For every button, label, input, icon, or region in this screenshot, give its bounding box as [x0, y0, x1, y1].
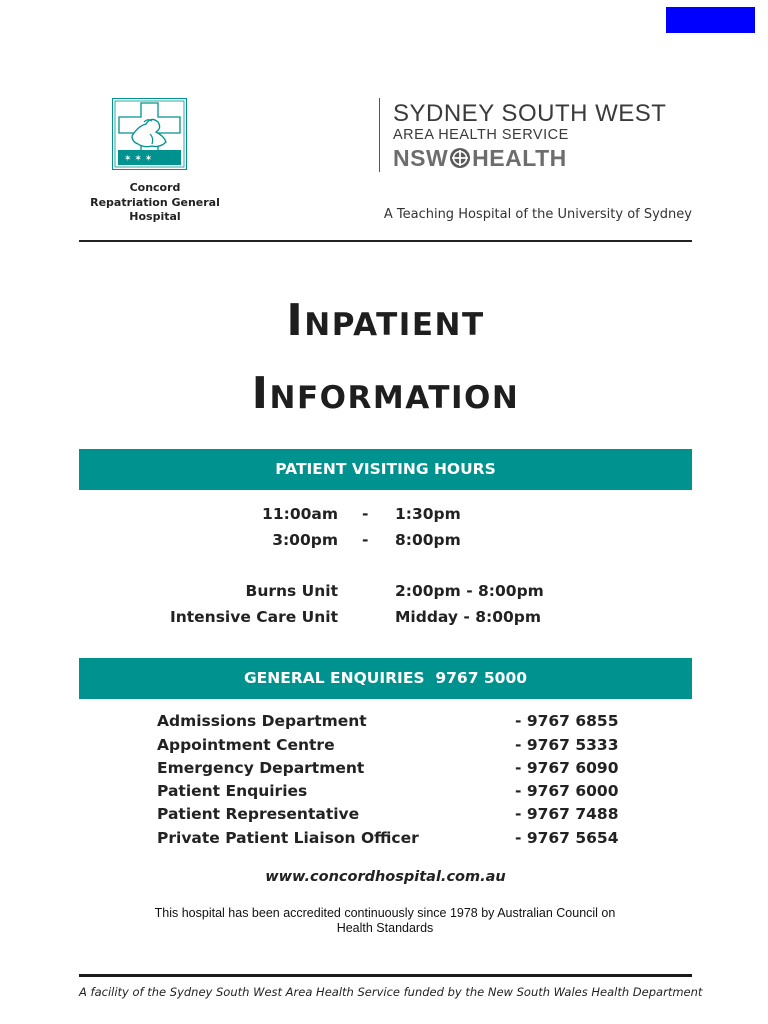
hospital-name-line: Repatriation General [90, 195, 220, 209]
session-end: 8:00pm [395, 531, 461, 549]
header-rule [79, 240, 692, 242]
department-phone: - 9767 6090 [515, 759, 619, 777]
visiting-hours-heading: PATIENT VISITING HOURS [79, 449, 692, 490]
department-name: Emergency Department [157, 759, 365, 777]
unit-name: Burns Unit [245, 582, 338, 600]
nsw-text: NSW [393, 145, 449, 171]
footer-rule [79, 974, 692, 977]
footer-text: A facility of the Sydney South West Area Health Service funded by the New South Wales Health Department [79, 985, 703, 999]
session-start: 3:00pm [272, 531, 338, 549]
title-rest: NPATIENT [304, 307, 485, 343]
department-name: Patient Enquiries [157, 782, 308, 800]
org-name: SYDNEY SOUTH WEST [393, 100, 667, 127]
hospital-name-line: Concord [129, 181, 181, 194]
department-phone: - 9767 6000 [515, 782, 619, 800]
website-link[interactable]: www.concordhospital.com.au [265, 869, 506, 885]
header-divider [379, 98, 380, 172]
org-subtitle: AREA HEALTH SERVICE [393, 127, 569, 143]
session-separator: - [362, 531, 369, 549]
session-start: 11:00am [262, 505, 338, 523]
unit-hours: 2:00pm - 8:00pm [395, 582, 544, 600]
department-name: Appointment Centre [157, 736, 335, 754]
title-cap: I [286, 295, 305, 346]
page-title-line2 [79, 369, 692, 423]
department-phone: - 9767 5654 [515, 829, 619, 847]
page-title-line1 [79, 296, 692, 350]
department-name: Private Patient Liaison Officer [157, 829, 419, 847]
svg-text:✶ ✶ ✶: ✶ ✶ ✶ [124, 154, 153, 164]
title-cap: I [251, 368, 270, 419]
session-separator: - [362, 505, 369, 523]
department-name: Admissions Department [157, 712, 367, 730]
waratah-icon [449, 147, 471, 169]
accreditation-note: This hospital has been accredited continuously since 1978 by Australian Council on Health Standards [154, 906, 616, 935]
department-name: Patient Representative [157, 805, 360, 823]
corner-tab [666, 7, 755, 33]
hospital-name-line: Hospital [129, 210, 181, 223]
department-phone: - 9767 5333 [515, 736, 619, 754]
title-rest: NFORMATION [269, 380, 520, 416]
nsw-health-logo [393, 145, 567, 171]
department-phone: - 9767 7488 [515, 805, 619, 823]
hospital-logo-icon [112, 98, 187, 170]
general-enquiries-heading: GENERAL ENQUIRIES 9767 5000 [79, 658, 692, 699]
unit-hours: Midday - 8:00pm [395, 608, 542, 626]
teaching-hospital-line: A Teaching Hospital of the University of Sydney [383, 207, 692, 222]
hospital-name [80, 181, 230, 225]
department-phone: - 9767 6855 [515, 712, 619, 730]
health-text: HEALTH [472, 145, 567, 171]
unit-name: Intensive Care Unit [169, 608, 338, 626]
session-end: 1:30pm [395, 505, 461, 523]
